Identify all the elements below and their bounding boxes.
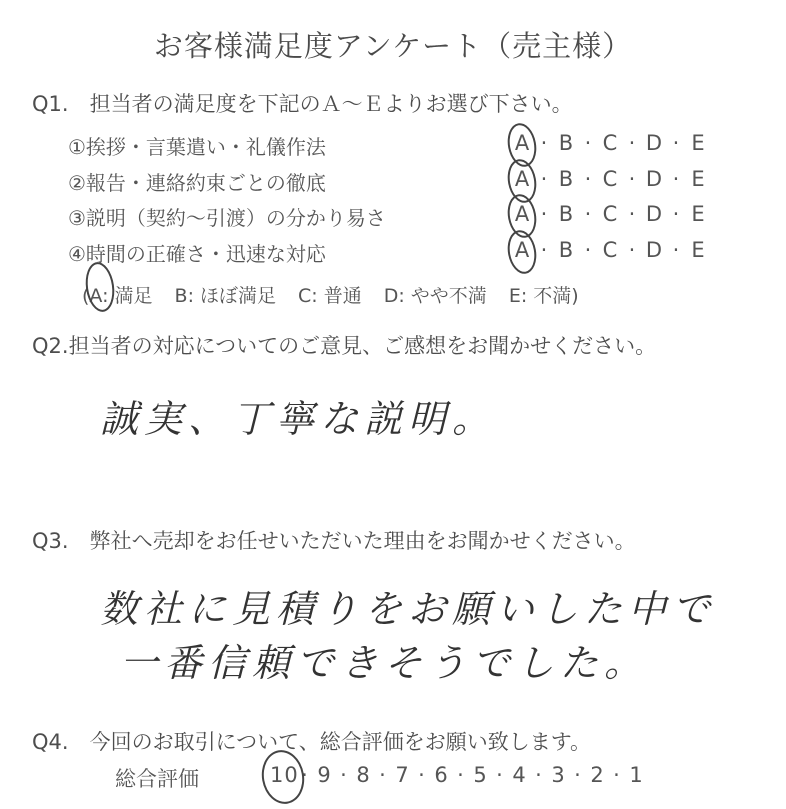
option-c[interactable]: C [602, 238, 620, 262]
option-e[interactable]: E [691, 167, 707, 191]
q1-options-row [512, 202, 710, 226]
option-b[interactable]: B [558, 131, 576, 155]
separator-dot: · [301, 763, 309, 787]
separator-dot: · [672, 167, 682, 191]
option-b[interactable]: B [558, 202, 576, 226]
q1-legend [82, 281, 601, 308]
separator-dot: · [672, 238, 682, 262]
q3-question: Q3. 弊社へ売却をお任せいただいた理由をお聞かせください。 [32, 529, 636, 553]
q2-question: Q2.担当者の対応についてのご意見、ご感想をお聞かせください。 [32, 334, 657, 358]
separator-dot: · [628, 238, 638, 262]
separator-dot: · [672, 202, 682, 226]
score-option-5[interactable]: 5 [473, 763, 488, 787]
legend-paren: ( [82, 285, 90, 307]
score-option-10[interactable]: 10 [270, 763, 299, 787]
separator-dot: · [418, 763, 426, 787]
q1-options-row [512, 238, 710, 262]
separator-dot: · [613, 763, 621, 787]
option-d[interactable]: D [645, 238, 665, 262]
option-a[interactable]: A [514, 238, 532, 262]
survey-title: お客様満足度アンケート（売主様） [153, 29, 633, 63]
option-a[interactable]: A [514, 202, 532, 226]
separator-dot: · [540, 238, 550, 262]
option-d[interactable]: D [645, 131, 665, 155]
option-e[interactable]: E [691, 238, 707, 262]
separator-dot: · [584, 202, 594, 226]
legend-c: C: 普通 [298, 285, 362, 307]
separator-dot: · [540, 202, 550, 226]
option-c[interactable]: C [602, 202, 620, 226]
q1-item-label: ④時間の正確さ・迅速な対応 [68, 242, 326, 266]
separator-dot: · [672, 131, 682, 155]
score-option-6[interactable]: 6 [434, 763, 449, 787]
option-a[interactable]: A [514, 131, 532, 155]
separator-dot: · [379, 763, 387, 787]
separator-dot: · [540, 131, 550, 155]
separator-dot: · [540, 167, 550, 191]
option-e[interactable]: E [691, 202, 707, 226]
separator-dot: · [584, 131, 594, 155]
option-c[interactable]: C [602, 131, 620, 155]
separator-dot: · [628, 167, 638, 191]
legend-a: A: 満足 [89, 285, 153, 307]
legend-b: B: ほぼ満足 [174, 285, 277, 307]
q2-handwritten-answer: 誠実、丁寧な説明。 [100, 397, 497, 441]
score-option-7[interactable]: 7 [395, 763, 410, 787]
q1-question: Q1. 担当者の満足度を下記のＡ～Ｅよりお選び下さい。 [32, 92, 573, 116]
option-b[interactable]: B [558, 167, 576, 191]
q1-item-label: ①挨拶・言葉遣い・礼儀作法 [68, 135, 326, 159]
separator-dot: · [584, 167, 594, 191]
separator-dot: · [457, 763, 465, 787]
score-option-2[interactable]: 2 [590, 763, 605, 787]
score-option-3[interactable]: 3 [551, 763, 566, 787]
q4-score-scale [270, 763, 647, 787]
separator-dot: · [535, 763, 543, 787]
q3-handwritten-answer-line: 一番信頼できそうでした。 [120, 641, 649, 685]
option-d[interactable]: D [645, 202, 665, 226]
score-option-4[interactable]: 4 [512, 763, 527, 787]
legend-e: E: 不満) [508, 285, 579, 307]
separator-dot: · [628, 131, 638, 155]
option-d[interactable]: D [645, 167, 665, 191]
option-b[interactable]: B [558, 238, 576, 262]
separator-dot: · [584, 238, 594, 262]
separator-dot: · [574, 763, 582, 787]
score-option-8[interactable]: 8 [356, 763, 371, 787]
score-option-1[interactable]: 1 [629, 763, 644, 787]
option-e[interactable]: E [691, 131, 707, 155]
q1-options-row [512, 167, 710, 191]
q3-handwritten-answer-line: 数社に見積りをお願いした中で [100, 587, 717, 631]
option-c[interactable]: C [602, 167, 620, 191]
q1-item-label: ②報告・連絡約束ごとの徹底 [68, 171, 326, 195]
selected-circle-mark [504, 228, 539, 276]
q1-item-label: ③説明（契約～引渡）の分かり易さ [68, 206, 386, 230]
q4-score-label: 総合評価 [115, 767, 199, 791]
score-option-9[interactable]: 9 [317, 763, 332, 787]
separator-dot: · [496, 763, 504, 787]
q1-options-row [512, 131, 710, 155]
option-a[interactable]: A [514, 167, 532, 191]
separator-dot: · [628, 202, 638, 226]
legend-d: D: やや不満 [383, 285, 487, 307]
separator-dot: · [340, 763, 348, 787]
q4-question: Q4. 今回のお取引について、総合評価をお願い致します。 [32, 730, 592, 754]
